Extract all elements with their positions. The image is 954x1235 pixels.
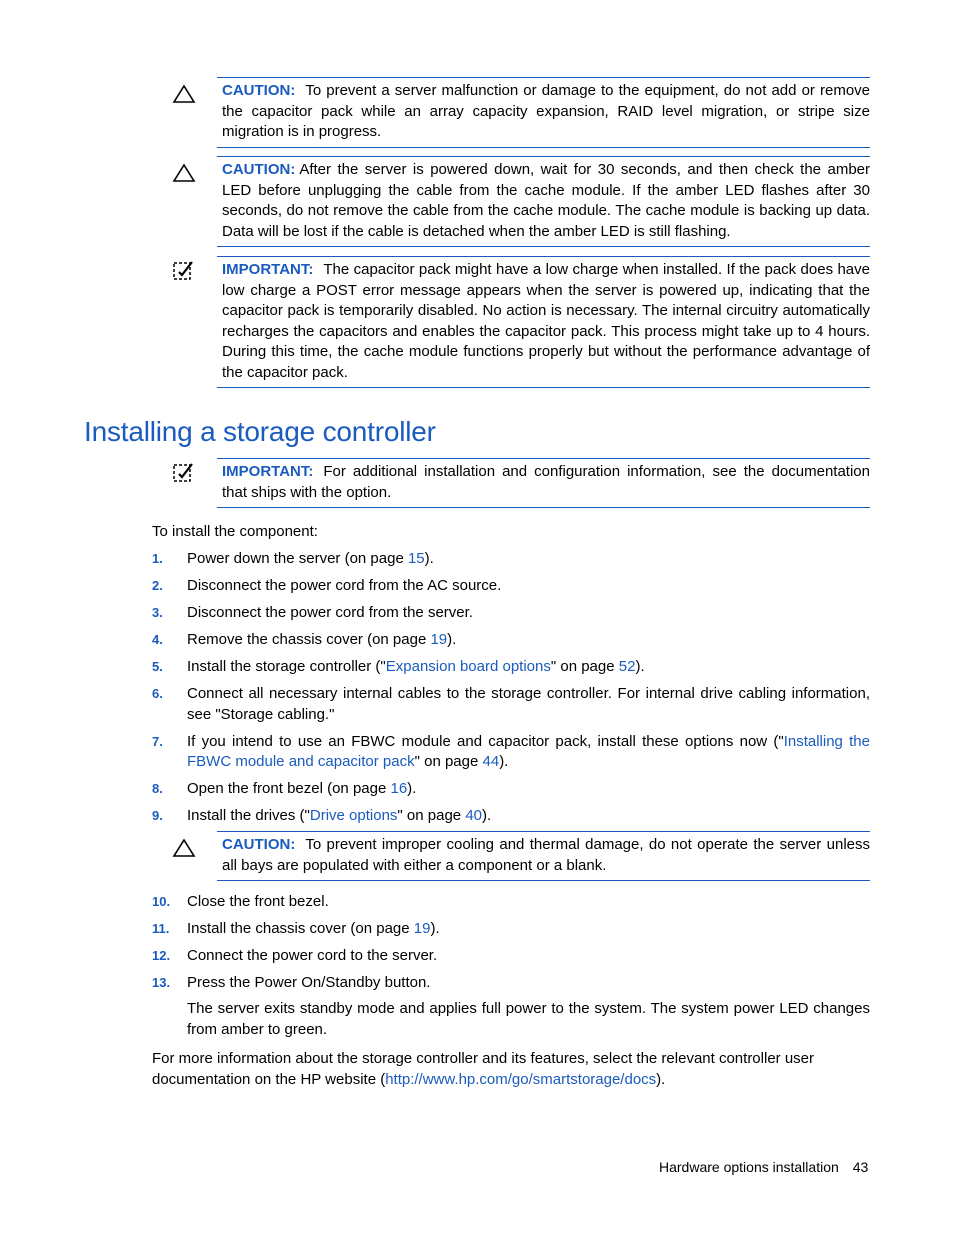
step-item: 7. If you intend to use an FBWC module and capacitor pack, install these options now ("Installing the FBWC module and capacitor pack" on page 44). xyxy=(152,732,870,770)
note-keyword: CAUTION: xyxy=(222,836,296,853)
step-item: 9. Install the drives ("Drive options" on page 40). xyxy=(152,806,870,827)
caution-icon xyxy=(172,163,196,183)
procedure-steps-part2 xyxy=(152,892,870,1000)
step-item: 4. Remove the chassis cover (on page 19). xyxy=(152,630,870,651)
caution-note xyxy=(217,77,870,148)
intro-text: To install the component: xyxy=(152,523,318,540)
closing-paragraph: For more information about the storage controller and its features, select the relevant controller user documentation on the HP website (http://www.hp.com/go/smartstorage/docs). xyxy=(152,1050,814,1088)
caution-note xyxy=(217,831,870,881)
note-text: CAUTION: To prevent improper cooling and thermal damage, do not operate the server unless all bays are populated with either a component or a blank. xyxy=(222,836,870,874)
step-item: 13. Press the Power On/Standby button. xyxy=(152,973,870,994)
page-footer xyxy=(659,1157,868,1178)
step-item: 2. Disconnect the power cord from the AC source. xyxy=(152,576,870,597)
step-item: 8. Open the front bezel (on page 16). xyxy=(152,779,870,800)
important-note xyxy=(217,256,870,388)
step-number: 1. xyxy=(152,551,163,566)
section-title: Installing a storage controller xyxy=(84,416,436,447)
step-item: 12. Connect the power cord to the server. xyxy=(152,946,870,967)
page-link[interactable]: 52 xyxy=(618,658,636,675)
note-text: IMPORTANT: The capacitor pack might have a low charge when installed. If the pack does have low charge a POST error message appears when the server is powered up, indicating that the capacitor pack is temporarily disabled. No action is necessary. The internal circuitry automatically recharges the capacitors and enables the capacitor pack. This process might take up to 4 hours. During this time, the cache module functions properly but without the performance advantage of the capacitor pack. xyxy=(222,261,870,381)
step-detail: The server exits standby mode and applies full power to the system. The system power LED changes from amber to green. xyxy=(187,1000,870,1038)
page-link[interactable]: 44 xyxy=(482,753,500,770)
step-number: 2. xyxy=(152,578,163,593)
caution-icon xyxy=(172,84,196,104)
page-number: 43 xyxy=(852,1159,869,1175)
step-item: 10. Close the front bezel. xyxy=(152,892,870,913)
step-number: 5. xyxy=(152,659,163,674)
note-text: CAUTION: After the server is powered down, wait for 30 seconds, and then check the amber LED before unplugging the cable from the cache module. If the amber LED flashes after 30 seconds, do not remove the cable from the cache module. The cache module is backing up data. Data will be lost if the cable is detached when the amber LED is still flashing. xyxy=(222,161,870,240)
procedure-steps-part1 xyxy=(152,549,870,833)
section-link[interactable]: Expansion board options xyxy=(385,658,551,675)
important-note xyxy=(217,458,870,508)
important-icon xyxy=(172,259,196,281)
important-icon xyxy=(172,461,196,483)
note-text: IMPORTANT: For additional installation and configuration information, see the documentation that ships with the option. xyxy=(222,463,870,501)
page-link[interactable]: 15 xyxy=(407,550,425,567)
step-item: 5. Install the storage controller ("Expansion board options" on page 52). xyxy=(152,657,870,678)
page-link[interactable]: 19 xyxy=(413,920,431,937)
footer-section: Hardware options installation xyxy=(659,1159,839,1175)
page-link[interactable]: 19 xyxy=(430,631,448,648)
caution-note xyxy=(217,156,870,247)
step-number: 3. xyxy=(152,605,163,620)
step-number: 4. xyxy=(152,632,163,647)
step-number: 12. xyxy=(152,948,171,963)
step-number: 9. xyxy=(152,808,163,823)
section-link[interactable]: Drive options xyxy=(309,807,398,824)
note-text: CAUTION: To prevent a server malfunction or damage to the equipment, do not add or remove the capacitor pack while an array capacity expansion, RAID level migration, or stripe size migration is in progress. xyxy=(222,82,870,140)
caution-icon xyxy=(172,838,196,858)
note-keyword: CAUTION: xyxy=(222,161,296,178)
note-keyword: CAUTION: xyxy=(222,82,296,99)
website-link[interactable]: http://www.hp.com/go/smartstorage/docs xyxy=(385,1070,657,1088)
step-number: 11. xyxy=(152,921,170,936)
note-keyword: IMPORTANT: xyxy=(222,261,314,278)
step-number: 8. xyxy=(152,781,163,796)
step-item: 3. Disconnect the power cord from the server. xyxy=(152,603,870,624)
step-number: 6. xyxy=(152,686,163,701)
note-keyword: IMPORTANT: xyxy=(222,463,314,480)
step-number: 10. xyxy=(152,894,171,909)
step-number: 13. xyxy=(152,975,171,990)
page-link[interactable]: 16 xyxy=(390,780,408,797)
step-item: 1. Power down the server (on page 15). xyxy=(152,549,870,570)
step-item: 6. Connect all necessary internal cables to the storage controller. For internal drive cabling information, see "Storage cabling." xyxy=(152,685,870,723)
section-link[interactable]: Installing the FBWC module and capacitor pack xyxy=(187,732,870,770)
page-link[interactable]: 40 xyxy=(465,807,482,824)
step-item: 11. Install the chassis cover (on page 19). xyxy=(152,919,870,940)
step-number: 7. xyxy=(152,733,163,749)
